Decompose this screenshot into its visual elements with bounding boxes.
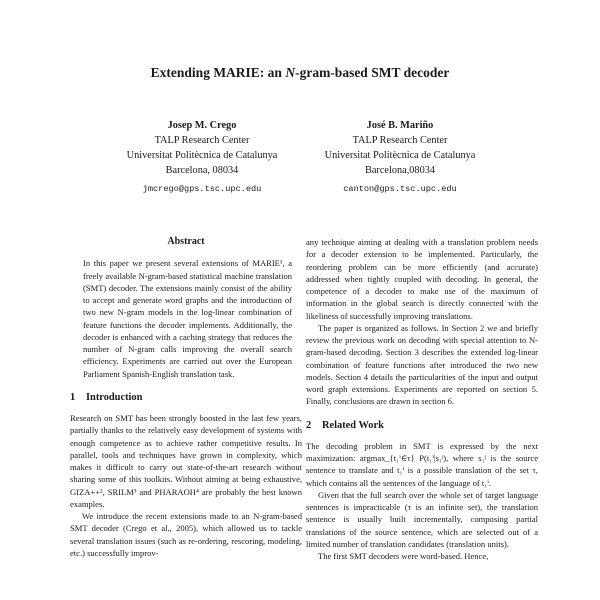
section-number: 2	[306, 419, 312, 431]
section-title: Introduction	[86, 391, 143, 403]
right-column	[306, 236, 538, 562]
author-block-1	[92, 118, 312, 197]
author-name: José B. Mariño	[366, 120, 434, 131]
paragraph: Research on SMT has been strongly boosted in the last few years, partially thanks to the relatively easy development of systems with enough competence as to achieve rather competitive results. In parallel, tools and techniques have grown in complexity, which makes it difficult to carry out state-of-the-art research without sharing some of this toolkits. Without aiming at being exhaustive, GIZA++², SRILM³ and PHARAOH⁴ are probably the best known examples.	[70, 413, 302, 509]
paragraph: The decoding problem in SMT is expressed by the next maximization: argmax_{t₁ⁱ∈τ} P(t₁ⁱ|s₁ʲ), where s₁ʲ is the source sentence to translate and t₁ⁱ is a possible translation of the set τ, which contains all the sentences of the language of t₁ⁱ.	[306, 440, 538, 488]
left-column	[70, 236, 302, 559]
author-name: Josep M. Crego	[167, 120, 237, 131]
author-email: canton@gps.tsc.upc.edu	[343, 184, 457, 194]
author-city: Barcelona,08034	[364, 165, 436, 176]
title-prefix: Extending MARIE: an	[150, 65, 286, 80]
paper-title	[0, 65, 600, 81]
title-math: N	[285, 65, 296, 80]
author-affiliation: TALP Research Center	[352, 135, 448, 146]
abstract-text: In this paper we present several extensions of MARIE¹, a freely available N-gram-based statistical machine translation (SMT) decoder. The extensions mainly consist of the ability to accept and generate word graphs and the introduction of two new N-gram models in the log-linear combination of feature functions the decoder implements. Additionally, the decoder is enhanced with a caching strategy that reduces the number of N-gram calls improving the overall search efficiency. Experiments are carried out over the European Parliament Spanish-English translation task.	[83, 258, 292, 379]
paragraph: The first SMT decoders were word-based. Hence,	[318, 551, 489, 561]
author-university: Universitat Politècnica de Catalunya	[324, 150, 476, 161]
author-email: jmcrego@gps.tsc.upc.edu	[142, 184, 262, 194]
author-university: Universitat Politècnica de Catalunya	[126, 150, 278, 161]
author-city: Barcelona, 08034	[165, 165, 239, 176]
paragraph: any technique aiming at dealing with a translation problem needs for a decoder extension to be implemented. Particularly, the reordering problem can be more efficiently (and accurate) addressed when tightly coupled with decoding. In general, the competence of a decoder to make use of the maximum of information in the global search is directly connected with the likeliness of successfully improving translations.	[306, 237, 538, 321]
title-suffix: -gram-based SMT decoder	[295, 65, 450, 80]
section-heading-introduction	[70, 392, 302, 404]
abstract-body	[70, 257, 302, 380]
author-affiliation: TALP Research Center	[154, 135, 250, 146]
paragraph: The paper is organized as follows. In Section 2 we and briefly review the previous work on decoding with special attention to N-gram-based decoding. Section 3 describes the extended log-linear combination of feature functions after introduced the two new models. Section 4 details the particularities of the input and output word graph extensions. Experiments are reported on section 5. Finally, conclusions are drawn in section 6.	[306, 322, 538, 407]
paragraph: We introduce the recent extensions made to an N-gram-based SMT decoder (Crego et al., 2005), which allowed us to tackle several translation issues (such as re-ordering, rescoring, modeling, etc.) successfully improv-	[70, 511, 302, 558]
abstract-heading: Abstract	[167, 236, 205, 247]
paragraph: Given that the full search over the whole set of target language sentences is impracticable (τ is an infinite set), the translation sentence is usually built incrementally, composing partial translations of the source sentence, which are selected out of a limited number of translation candidates (translation units).	[306, 489, 538, 549]
section-heading-related-work	[306, 420, 538, 432]
section-number: 1	[70, 391, 76, 403]
section-title: Related Work	[322, 419, 384, 431]
author-block-2	[290, 118, 510, 197]
